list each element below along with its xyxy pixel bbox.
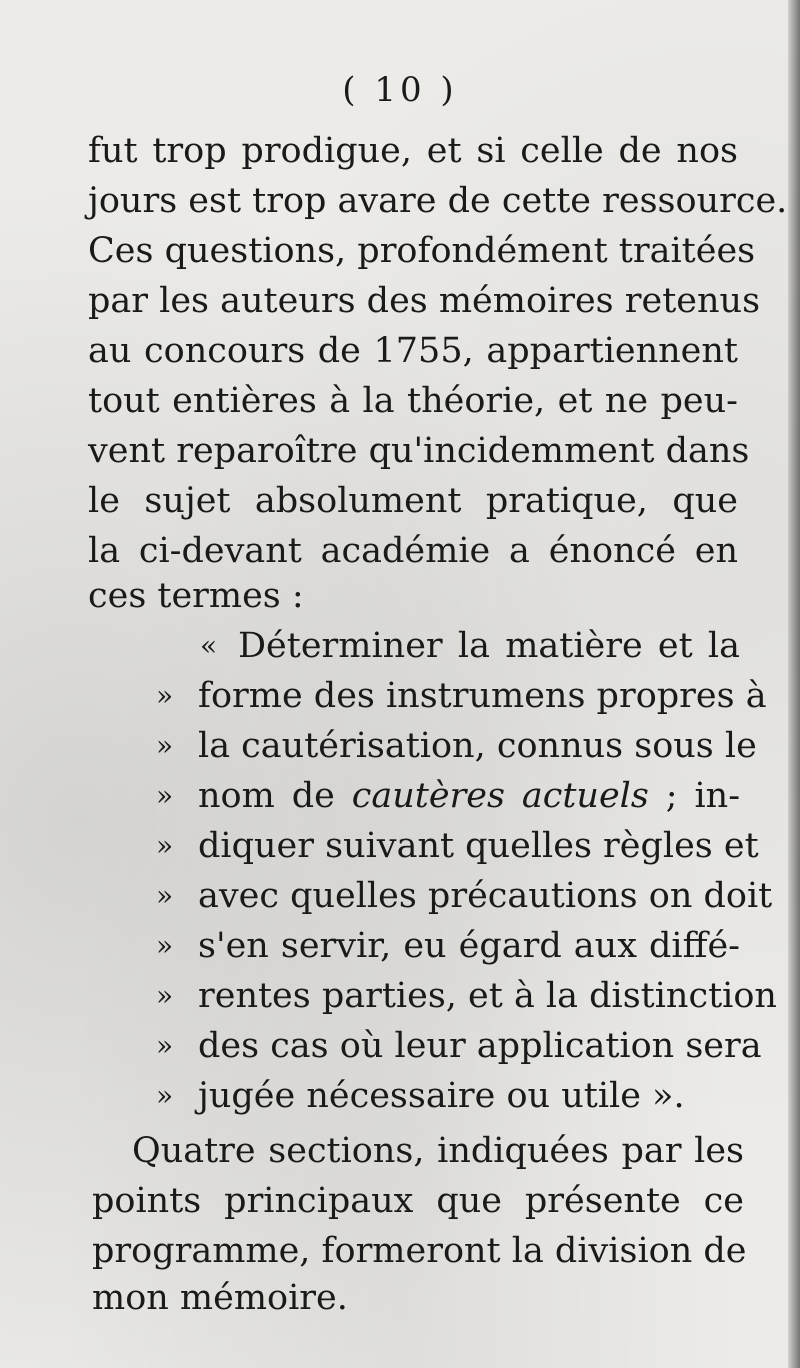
page-number: ( 10 ) bbox=[342, 70, 458, 110]
quote-continuation-mark: » bbox=[156, 1079, 174, 1112]
text-line: ces termes : bbox=[88, 576, 304, 616]
quote-line: des cas où leur application sera bbox=[198, 1026, 762, 1066]
quote-line: diquer suivant quelles règles et bbox=[198, 826, 759, 866]
quote-continuation-mark: » bbox=[156, 979, 174, 1012]
quote-line: forme des instrumens propres à bbox=[198, 676, 767, 716]
text-line: mon mémoire. bbox=[92, 1278, 348, 1318]
quote-open-mark: « bbox=[200, 629, 218, 662]
quote-line: s'en servir, eu égard aux diffé- bbox=[198, 926, 740, 966]
text-line: tout entières à la théorie, et ne peu- bbox=[88, 381, 738, 421]
quote-line: jugée nécessaire ou utile ». bbox=[198, 1076, 685, 1116]
text-line: points principaux que présente ce bbox=[92, 1181, 744, 1221]
text-line: jours est trop avare de cette ressource. bbox=[88, 181, 788, 221]
quote-continuation-mark: » bbox=[156, 879, 174, 912]
quote-text: nom de bbox=[198, 776, 352, 816]
quote-continuation-mark: » bbox=[156, 729, 174, 762]
quote-line: rentes parties, et à la distinction bbox=[198, 976, 777, 1016]
text-line: par les auteurs des mémoires retenus bbox=[88, 281, 761, 321]
quote-continuation-mark: » bbox=[156, 679, 174, 712]
text-line: Ces questions, profondément traitées bbox=[88, 231, 756, 271]
quote-text: ; in- bbox=[648, 776, 741, 816]
quote-continuation-mark: » bbox=[156, 829, 174, 862]
quote-line: avec quelles précautions on doit bbox=[198, 876, 773, 916]
quote-line: la cautérisation, connus sous le bbox=[198, 726, 757, 766]
text-line: le sujet absolument pratique, que bbox=[88, 481, 738, 521]
quote-line: Déterminer la matière et la bbox=[238, 626, 740, 666]
text-line: au concours de 1755, appartiennent bbox=[88, 331, 738, 371]
quote-line-with-italic bbox=[198, 776, 740, 816]
text-line: la ci-devant académie a énoncé en bbox=[88, 531, 738, 571]
quote-continuation-mark: » bbox=[156, 779, 174, 812]
text-line: Quatre sections, indiquées par les bbox=[132, 1131, 744, 1171]
quote-continuation-mark: » bbox=[156, 1029, 174, 1062]
quote-continuation-mark: » bbox=[156, 929, 174, 962]
text-line: fut trop prodigue, et si celle de nos bbox=[88, 131, 738, 171]
page-edge-shadow bbox=[788, 0, 800, 1368]
text-line: vent reparoître qu'incidemment dans bbox=[88, 431, 750, 471]
italic-term: cautères actuels bbox=[351, 776, 649, 816]
text-line: programme, formeront la division de bbox=[92, 1231, 747, 1271]
